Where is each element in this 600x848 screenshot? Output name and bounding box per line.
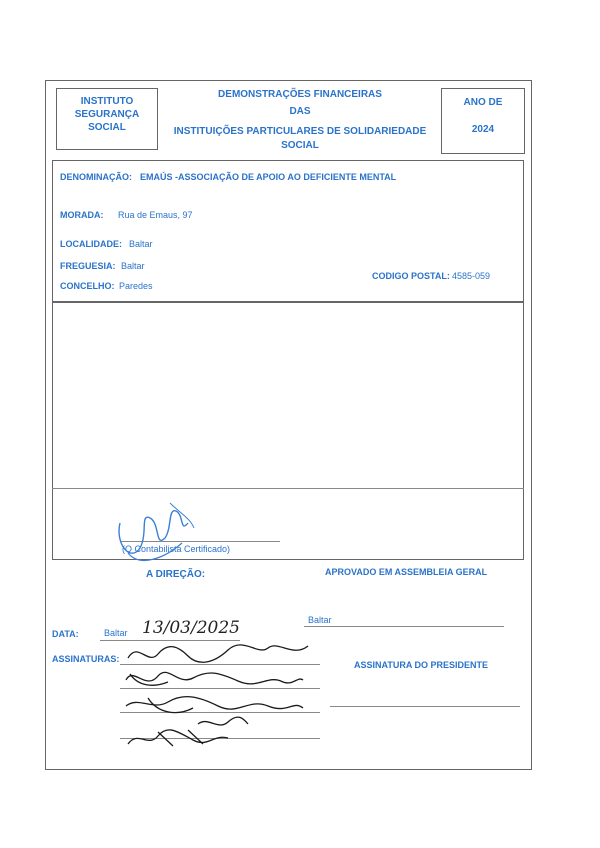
morada-value: Rua de Emaus, 97: [118, 210, 193, 220]
president-signature-line: [330, 706, 520, 707]
codigo-postal-label: CODIGO POSTAL:: [372, 271, 450, 281]
freguesia-label: FREGUESIA:: [60, 261, 116, 271]
institute-line-2: SEGURANÇA: [74, 109, 140, 120]
assembleia-label: APROVADO EM ASSEMBLEIA GERAL: [325, 567, 488, 577]
institute-line-3: SOCIAL: [88, 122, 126, 133]
place-right-line: [304, 626, 504, 627]
place-right: Baltar: [308, 615, 332, 625]
assinaturas-label: ASSINATURAS:: [52, 654, 120, 664]
title-line-2: DAS: [289, 106, 311, 117]
data-label: DATA:: [52, 629, 79, 639]
institute-line-1: INSTITUTO: [80, 96, 134, 107]
accountant-divider: [52, 488, 524, 489]
morada-label: MORADA:: [60, 210, 104, 220]
localidade-label: LOCALIDADE:: [60, 239, 122, 249]
title-line-3: INSTITUIÇÕES PARTICULARES DE SOLIDARIEDADE: [173, 126, 427, 137]
codigo-postal-value: 4585-059: [452, 271, 491, 281]
presidente-label: ASSINATURA DO PRESIDENTE: [354, 660, 489, 670]
title-line-1: DEMONSTRAÇÕES FINANCEIRAS: [218, 89, 382, 100]
concelho-label: CONCELHO:: [60, 281, 115, 291]
concelho-value: Paredes: [119, 281, 153, 291]
direcao-label: A DIREÇÃO:: [146, 569, 206, 580]
freguesia-value: Baltar: [121, 261, 145, 271]
handwritten-signatures: [118, 636, 328, 751]
title-line-4: SOCIAL: [281, 140, 319, 151]
year-value: 2024: [471, 124, 495, 135]
denominacao-value: EMAÚS -ASSOCIAÇÃO DE APOIO AO DEFICIENTE MENTAL: [140, 172, 397, 182]
data-place: Baltar: [104, 628, 128, 638]
accountant-signature: [110, 493, 200, 573]
denominacao-label: DENOMINAÇÃO:: [60, 172, 132, 182]
accountant-label: (O Contabilista Certificado): [122, 544, 231, 554]
year-label: ANO DE: [463, 97, 503, 108]
data-handwritten: 13/03/2025: [142, 618, 240, 638]
localidade-value: Baltar: [129, 239, 153, 249]
